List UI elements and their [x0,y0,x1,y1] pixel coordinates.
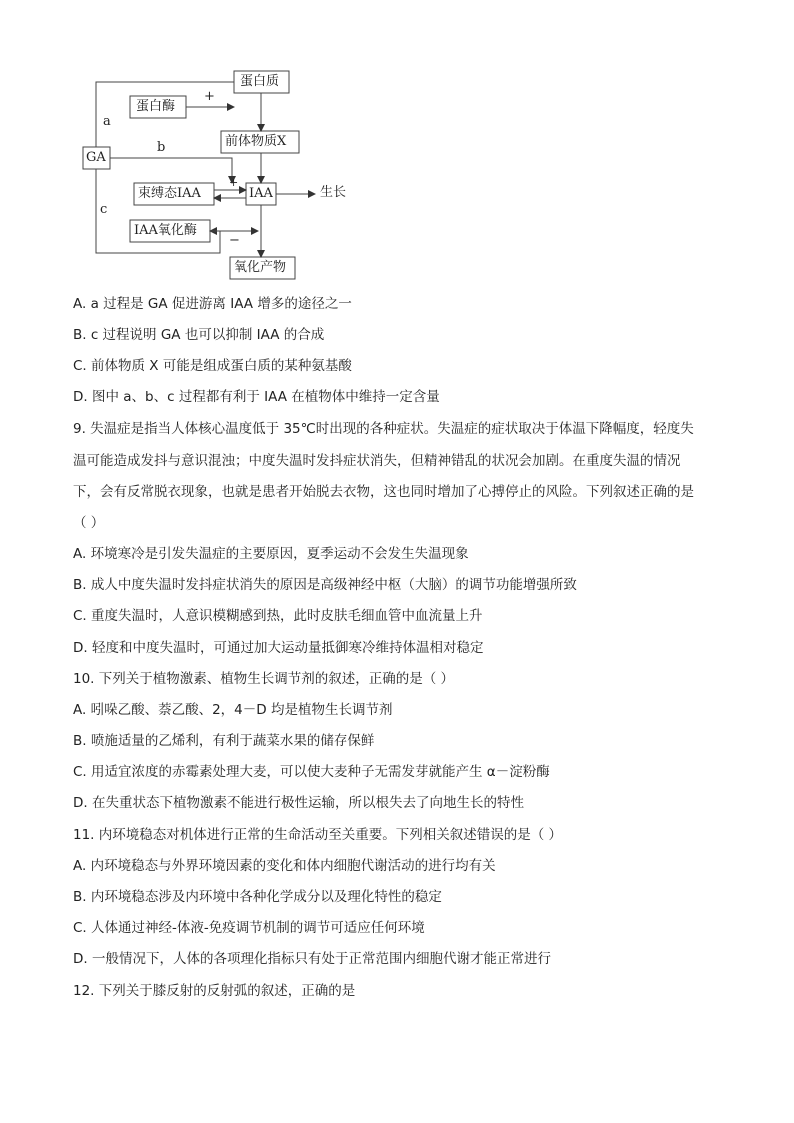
q9-option-c: C. 重度失温时，人意识模糊感到热，此时皮肤毛细血管中血流量上升 [73,608,483,624]
node-oxidation-product: 氧化产物 [234,260,287,275]
diagram-lines [0,0,794,290]
label-plus-protease: + [204,89,215,104]
label-minus: − [229,233,240,248]
label-b: b [157,140,166,155]
q10-option-d: D. 在失重状态下植物激素不能进行极性运输，所以根失去了向地生长的特性 [73,795,524,811]
q9-stem-line-3: 下，会有反常脱衣现象，也就是患者开始脱去衣物，这也同时增加了心搏停止的风险。下列叙述正确的是 [73,484,694,500]
q11-option-b: B. 内环境稳态涉及内环境中各种化学成分以及理化特性的稳定 [73,889,442,905]
q11-option-a: A. 内环境稳态与外界环境因素的变化和体内细胞代谢活动的进行均有关 [73,858,496,874]
q11-option-d: D. 一般情况下，人体的各项理化指标只有处于正常范围内细胞代谢才能正常进行 [73,951,551,967]
q10-stem: 10. 下列关于植物激素、植物生长调节剂的叙述，正确的是（ ） [73,671,455,687]
q8-option-d: D. 图中 a、b、c 过程都有利于 IAA 在植物体中维持一定含量 [73,389,440,405]
q9-stem-line-2: 温可能造成发抖与意识混浊；中度失温时发抖症状消失，但精神错乱的状况会加剧。在重度失温的情况 [73,453,681,469]
path-b [110,158,232,183]
q10-option-a: A. 吲哚乙酸、萘乙酸、2，4－D 均是植物生长调节剂 [73,702,393,718]
node-protease: 蛋白酶 [136,99,176,114]
q9-option-a: A. 环境寒冷是引发失温症的主要原因，夏季运动不会发生失温现象 [73,546,469,562]
node-iaa-oxidase: IAA氧化酶 [134,223,197,238]
path-c [96,169,220,253]
node-growth: 生长 [320,185,347,200]
q11-option-c: C. 人体通过神经-体液-免疫调节机制的调节可适应任何环境 [73,920,425,936]
ga-iaa-diagram [0,0,794,290]
node-precursor: 前体物质X [225,134,287,149]
q8-option-b: B. c 过程说明 GA 也可以抑制 IAA 的合成 [73,327,325,343]
q9-stem-line-1: 9. 失温症是指当人体核心温度低于 35℃时出现的各种症状。失温症的症状取决于体温下降幅度，轻度失 [73,421,694,437]
label-plus-b: + [229,176,239,189]
node-iaa: IAA [249,186,273,201]
q9-stem-line-4: （ ） [73,515,105,531]
q8-option-a: A. a 过程是 GA 促进游离 IAA 增多的途径之一 [73,296,352,312]
q9-option-d: D. 轻度和中度失温时，可通过加大运动量抵御寒冷维持体温相对稳定 [73,640,484,656]
label-c: c [100,202,108,217]
q11-stem: 11. 内环境稳态对机体进行正常的生命活动至关重要。下列相关叙述错误的是（ ） [73,827,563,843]
q9-option-b: B. 成人中度失温时发抖症状消失的原因是高级神经中枢（大脑）的调节功能增强所致 [73,577,577,593]
q12-stem: 12. 下列关于膝反射的反射弧的叙述，正确的是 [73,983,356,999]
node-ga: GA [86,150,106,165]
node-bound-iaa: 束缚态IAA [138,186,201,201]
label-a: a [103,114,111,129]
q10-option-b: B. 喷施适量的乙烯利，有利于蔬菜水果的储存保鲜 [73,733,375,749]
q8-option-c: C. 前体物质 X 可能是组成蛋白质的某种氨基酸 [73,358,352,374]
node-protein: 蛋白质 [240,74,280,89]
q10-option-c: C. 用适宜浓度的赤霉素处理大麦，可以使大麦种子无需发芽就能产生 α－淀粉酶 [73,764,550,780]
